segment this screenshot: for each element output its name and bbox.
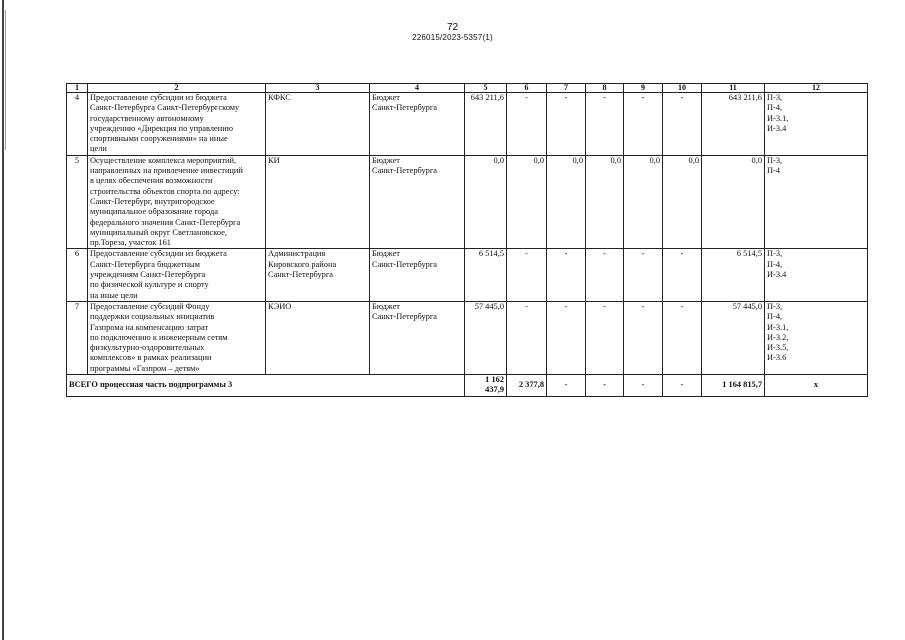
- row-funding-source-line: Бюджет: [372, 155, 400, 165]
- row-funding-source: [370, 93, 465, 156]
- col-header: 9: [624, 84, 663, 93]
- row-value-c5: 57 445,0: [465, 301, 507, 374]
- total-row: [67, 375, 868, 397]
- col-header: 7: [547, 84, 586, 93]
- page-number: 72: [446, 22, 459, 33]
- row-value-c10: -: [663, 93, 702, 156]
- row-value-c5: 6 514,5: [465, 249, 507, 301]
- row-description-line: пр.Тореза, участок 161: [90, 238, 171, 248]
- row-executor: [266, 155, 370, 249]
- row-value-total: 643 211,6: [702, 93, 765, 156]
- row-indicators-line: П-4: [767, 166, 781, 176]
- total-value-c8: -: [586, 375, 624, 397]
- row-description-line: Санкт-Петербурга бюджетным: [90, 259, 200, 269]
- row-value-c10: -: [663, 301, 702, 374]
- row-indicators-line: И-3.2,: [767, 332, 789, 342]
- row-description-line: программы «Газпром – детям»: [90, 363, 200, 373]
- row-value-c8: -: [586, 93, 624, 156]
- row-description-line: комплексов» в рамках реализации: [90, 353, 212, 363]
- row-description-line: Предоставление субсидии из бюджета: [90, 249, 227, 259]
- row-description-line: Предоставление субсидий Фонду: [90, 301, 210, 311]
- row-description: [88, 249, 266, 301]
- row-description-line: физкультурно-оздоровительных: [90, 343, 205, 353]
- row-description-line: спортивными сооружениями» на иные: [90, 134, 228, 144]
- col-header: 1: [67, 84, 88, 93]
- row-indicators-line: И-3.5,: [767, 343, 789, 353]
- row-description-line: по подключению к инженерным сетям: [90, 332, 228, 342]
- row-funding-source-line: Бюджет: [372, 93, 400, 102]
- row-description: [88, 155, 266, 249]
- col-header: 8: [586, 84, 624, 93]
- row-value-c5: 643 211,6: [465, 93, 507, 156]
- col-header: 5: [465, 84, 507, 93]
- row-description-line: учреждению «Дирекция по управлению: [90, 123, 233, 133]
- row-value-c8: 0,0: [586, 155, 624, 249]
- row-funding-source-line: Бюджет: [372, 301, 400, 311]
- row-indicators-line: И-3.6: [767, 353, 787, 363]
- row-indicators-line: П-4,: [767, 103, 783, 113]
- total-label: ВСЕГО процессная часть подпрограммы 3: [67, 375, 465, 397]
- row-value-c8: -: [586, 249, 624, 301]
- row-indicators-line: И-3.4: [767, 123, 787, 133]
- total-value-c11: 1 164 815,7: [702, 375, 765, 397]
- row-description-line: цели: [90, 144, 107, 154]
- row-executor: [266, 249, 370, 301]
- row-funding-source-line: Санкт-Петербурга: [372, 103, 437, 113]
- table-row: [67, 249, 868, 301]
- row-description-line: поддержки социальных инициатив: [90, 312, 215, 322]
- row-description-line: муниципальный округ Светлановское,: [90, 227, 228, 237]
- row-funding-source-line: Санкт-Петербурга: [372, 259, 437, 269]
- col-header: 3: [266, 84, 370, 93]
- row-value-c6: 0,0: [507, 155, 547, 249]
- row-indicators: [765, 249, 868, 301]
- row-number: 6: [67, 249, 88, 301]
- row-indicators-line: П-3,: [767, 155, 783, 165]
- col-header: 4: [370, 84, 465, 93]
- row-value-c9: -: [624, 93, 663, 156]
- row-executor-line: КФКС: [268, 93, 291, 102]
- row-funding-source: [370, 301, 465, 374]
- total-value-c10: -: [663, 375, 702, 397]
- row-description: [88, 93, 266, 156]
- row-value-c6: -: [507, 249, 547, 301]
- row-description-line: Осуществление комплекса мероприятий,: [90, 155, 237, 165]
- row-indicators: [765, 301, 868, 374]
- row-indicators: [765, 155, 868, 249]
- col-header: 6: [507, 84, 547, 93]
- row-funding-source-line: Санкт-Петербурга: [372, 312, 437, 322]
- row-funding-source-line: Санкт-Петербурга: [372, 166, 437, 176]
- program-table: [66, 83, 868, 397]
- row-funding-source: [370, 155, 465, 249]
- row-value-c7: -: [547, 93, 586, 156]
- row-executor-line: Кировского района: [268, 259, 337, 269]
- col-header: 10: [663, 84, 702, 93]
- row-value-c9: -: [624, 301, 663, 374]
- row-value-c5: 0,0: [465, 155, 507, 249]
- col-header: 11: [702, 84, 765, 93]
- row-number: 5: [67, 155, 88, 249]
- row-description-line: муниципальное образование города: [90, 207, 218, 217]
- table-row: [67, 301, 868, 374]
- row-executor-line: Администрация: [268, 249, 326, 259]
- row-executor-line: КЭИО: [268, 301, 292, 311]
- row-value-c6: -: [507, 301, 547, 374]
- row-indicators-line: И-3.4: [767, 270, 787, 280]
- row-value-total: 0,0: [702, 155, 765, 249]
- row-executor: [266, 301, 370, 374]
- row-description-line: Газпрома на компенсацию затрат: [90, 322, 209, 332]
- row-description: [88, 301, 266, 374]
- row-funding-source: [370, 249, 465, 301]
- row-indicators-line: П-4,: [767, 312, 783, 322]
- row-description-line: строительства объектов спорта по адресу:: [90, 186, 240, 196]
- row-indicators-line: П-4,: [767, 259, 783, 269]
- row-description-line: Предоставление субсидии из бюджета: [90, 93, 227, 102]
- col-header: 2: [88, 84, 266, 93]
- row-description-line: Санкт-Петербурга Санкт-Петербургскому: [90, 103, 240, 113]
- row-description-line: по физической культуре и спорту: [90, 280, 209, 290]
- row-number: 7: [67, 301, 88, 374]
- row-value-c10: -: [663, 249, 702, 301]
- row-indicators-line: П-3,: [767, 249, 783, 259]
- row-value-c9: 0,0: [624, 155, 663, 249]
- row-executor-line: Санкт-Петербурга: [268, 270, 333, 280]
- row-funding-source-line: Бюджет: [372, 249, 400, 259]
- row-number: 4: [67, 93, 88, 156]
- row-indicators-line: П-3,: [767, 93, 783, 102]
- row-value-c6: -: [507, 93, 547, 156]
- row-indicators-line: И-3.1,: [767, 322, 789, 332]
- document-id: 226015/2023-5357(1): [412, 33, 493, 42]
- row-indicators-line: П-3,: [767, 301, 783, 311]
- row-value-c7: -: [547, 301, 586, 374]
- table-row: [67, 155, 868, 249]
- row-indicators-line: И-3.1,: [767, 113, 789, 123]
- row-description-line: федерального значения Санкт-Петербурга: [90, 217, 241, 227]
- total-value-c5: 1 162 437,9: [465, 375, 507, 397]
- row-value-c9: -: [624, 249, 663, 301]
- row-value-c10: 0,0: [663, 155, 702, 249]
- total-value-c12: х: [765, 375, 868, 397]
- total-value-c6: 2 377,8: [507, 375, 547, 397]
- row-value-total: 6 514,5: [702, 249, 765, 301]
- row-value-c7: -: [547, 249, 586, 301]
- total-value-c9: -: [624, 375, 663, 397]
- table-row: [67, 93, 868, 156]
- row-description-line: государственному автономному: [90, 113, 204, 123]
- row-description-line: Санкт-Петербург, внутригородское: [90, 196, 215, 206]
- row-description-line: учреждениям Санкт-Петербурга: [90, 270, 206, 280]
- scan-edge: [2, 0, 4, 640]
- header-row: [67, 84, 868, 93]
- row-value-c8: -: [586, 301, 624, 374]
- col-header: 12: [765, 84, 868, 93]
- row-executor: [266, 93, 370, 156]
- total-value-c7: -: [547, 375, 586, 397]
- row-description-line: в целях обеспечения возможности: [90, 176, 213, 186]
- row-value-total: 57 445,0: [702, 301, 765, 374]
- row-description-line: направленных на привлечение инвестиций: [90, 166, 243, 176]
- row-indicators: [765, 93, 868, 156]
- row-description-line: на иные цели: [90, 290, 138, 300]
- row-executor-line: КИ: [268, 155, 280, 165]
- row-value-c7: 0,0: [547, 155, 586, 249]
